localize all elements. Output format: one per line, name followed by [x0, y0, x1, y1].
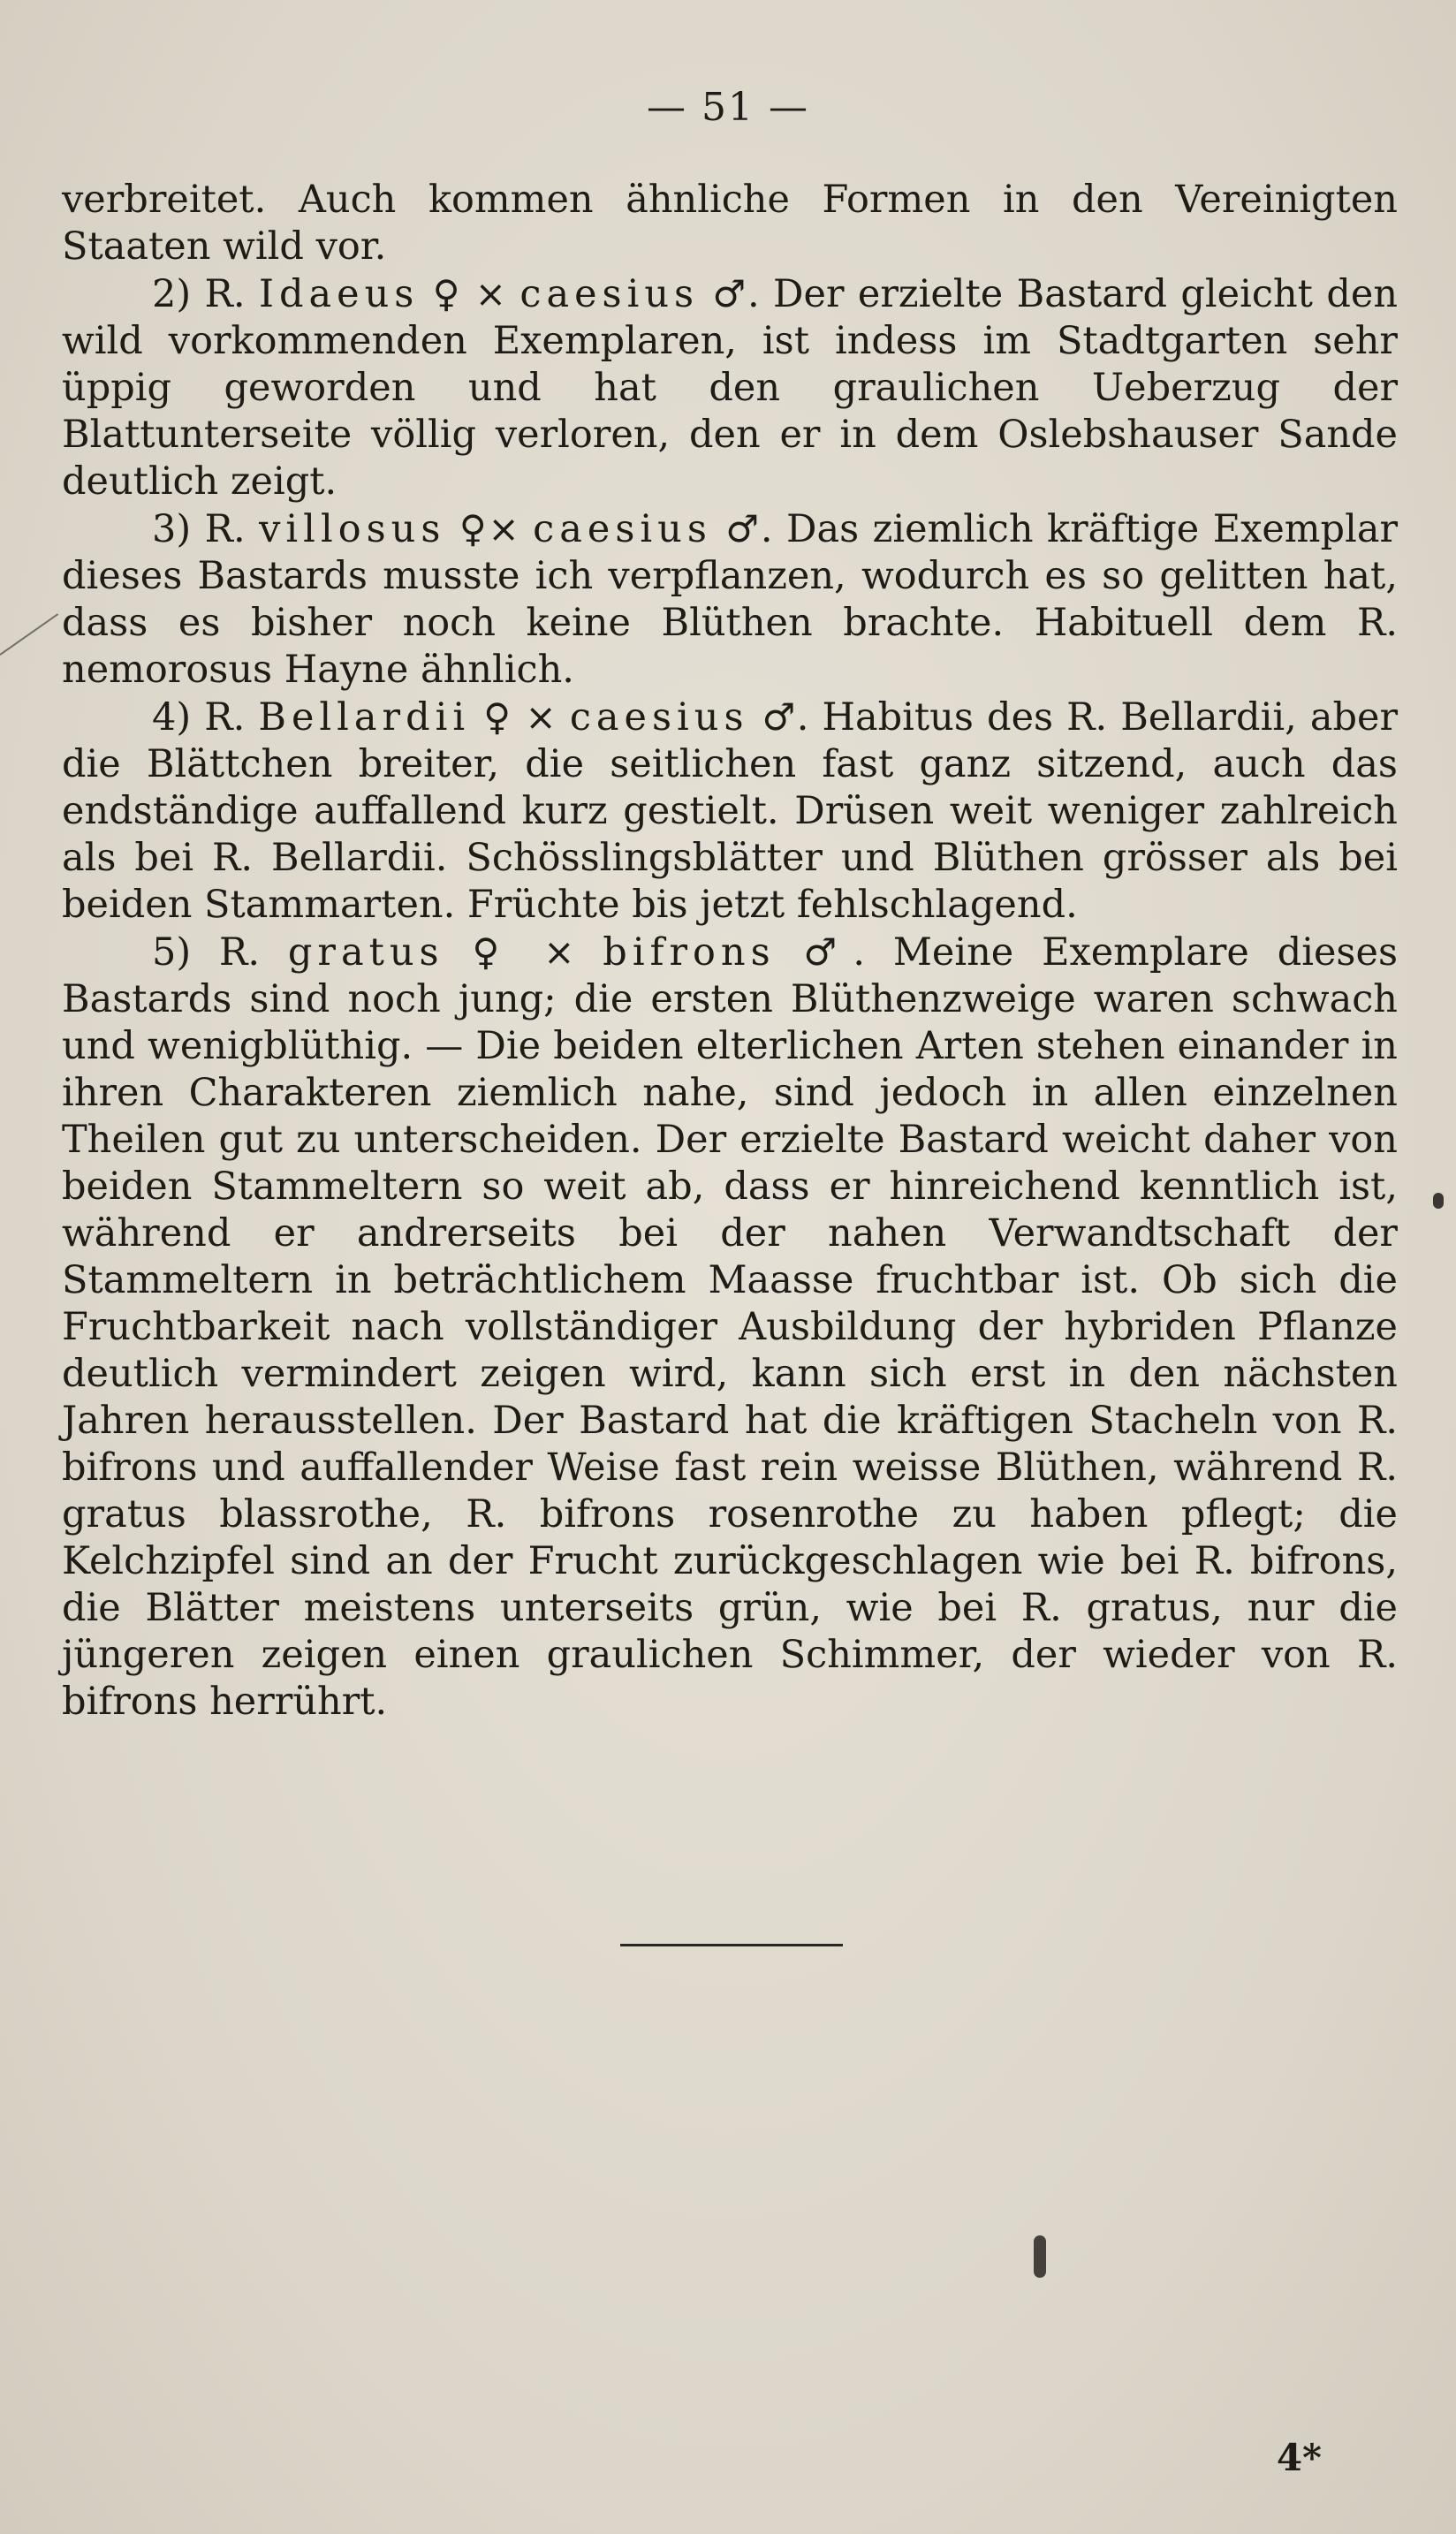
paragraph	[62, 270, 1398, 505]
species-name: bifrons	[603, 930, 776, 975]
text-run	[470, 695, 483, 740]
cross-symbol: ×	[474, 272, 506, 315]
body-text	[62, 177, 1398, 1726]
male-symbol: ♂	[803, 930, 853, 974]
text-run: . Habitus des R. Bellardii, aber die Blättchen breiter, die seitlichen fast ganz sitzend, auch das endständige auffallend kurz gestielt. Drüsen weit weniger zahlreich als bei R. Bellardii. Schösslingsblätter und Blüthen grösser als bei beiden Stammarten. Früchte bis jetzt fehlschlagend.	[62, 695, 1398, 927]
signature-mark: 4*	[1276, 2436, 1322, 2479]
text-run	[712, 507, 725, 551]
text-run	[419, 272, 432, 316]
species-name: caesius	[569, 695, 749, 740]
text-run: 2) R.	[152, 272, 260, 316]
text-run: 4) R.	[152, 695, 259, 740]
margin-mark	[0, 613, 58, 656]
text-run	[557, 695, 570, 740]
text-run	[506, 272, 519, 316]
male-symbol: ♂	[762, 695, 797, 739]
female-symbol: ♀	[472, 930, 516, 974]
text-run	[574, 930, 603, 975]
text-run: . Das ziemlich kräftige Exemplar dieses Bastards musste ich verpflanzen, wodurch es so gelitten hat, dass es bisher noch keine Blüthen brachte. Habituell dem R. nemorosus Hayne ähnlich.	[62, 507, 1399, 692]
female-symbol: ♀	[483, 695, 512, 739]
text-run	[512, 695, 525, 740]
cross-symbol: ×	[488, 507, 519, 550]
paragraph	[62, 929, 1398, 1726]
species-name: caesius	[519, 272, 700, 316]
cross-symbol: ×	[525, 695, 557, 739]
male-symbol: ♂	[725, 507, 761, 550]
text-run	[461, 272, 474, 316]
text-run	[444, 930, 473, 975]
cross-symbol: ×	[543, 930, 575, 974]
text-run: . Meine Exemplare dieses Bastards sind noch jung; die ersten Blüthenzweige waren schwach und wenigblüthig. — Die beiden elterlichen Arten stehen einander in ihren Charakteren ziemlich nahe, sind jedoch in allen einzelnen Theilen gut zu unterscheiden. Der erzielte Bastard weicht daher von beiden Stammeltern so weit ab, dass er hinreichend kenntlich ist, während er andrerseits bei der nahen Verwandtschaft der Stammeltern in beträchtlichem Maasse fruchtbar ist. Ob sich die Fruchtbarkeit nach vollständiger Ausbildung der hybriden Pflanze deutlich vermindert zeigen wird, kann sich erst in den nächsten Jahren herausstellen. Der Bastard hat die kräftigen Stacheln von R. bifrons und auffallender Weise fast rein weisse Blüthen, während R. gratus blassrothe, R. bifrons rosenrothe zu haben pflegt; die Kelchzipfel sind an der Frucht zurückgeschlagen wie bei R. bifrons, die Blätter meistens unterseits grün, wie bei R. gratus, nur die jüngeren zeigen einen graulichen Schimmer, der wieder von R. bifrons herrührt.	[62, 930, 1399, 1724]
female-symbol: ♀	[432, 272, 462, 315]
species-name: villosus	[259, 507, 446, 551]
text-run: 3) R.	[152, 507, 260, 551]
paragraph	[62, 694, 1398, 929]
species-name: gratus	[287, 930, 444, 975]
text-run	[699, 272, 712, 316]
paragraph	[62, 177, 1398, 270]
page-number: — 51 —	[647, 85, 809, 130]
species-name: Bellardii	[258, 695, 471, 740]
text-run: 5) R.	[152, 930, 288, 975]
text-run: verbreitet. Auch kommen ähnliche Formen in den Vereinigten Staaten wild vor.	[62, 178, 1398, 269]
species-name: Idaeus	[259, 272, 420, 316]
text-run: . Der erzielte Bastard gleicht den wild vorkommenden Exemplaren, ist indess im Stadtgarten sehr üppig geworden und hat den graulichen Ueberzug der Blattunterseite völlig verloren, den er in dem Oslebshauser Sande deutlich zeigt.	[62, 272, 1399, 504]
text-run	[749, 695, 762, 740]
ink-smudge	[1034, 2235, 1046, 2278]
text-run	[519, 507, 533, 551]
species-name: caesius	[533, 507, 712, 551]
section-divider	[620, 1944, 843, 1946]
text-run	[445, 507, 459, 551]
text-run	[776, 930, 804, 975]
female-symbol: ♀	[459, 507, 489, 550]
text-run	[515, 930, 543, 975]
ink-spot	[1433, 1193, 1444, 1209]
paragraph	[62, 505, 1398, 694]
male-symbol: ♂	[712, 272, 747, 315]
